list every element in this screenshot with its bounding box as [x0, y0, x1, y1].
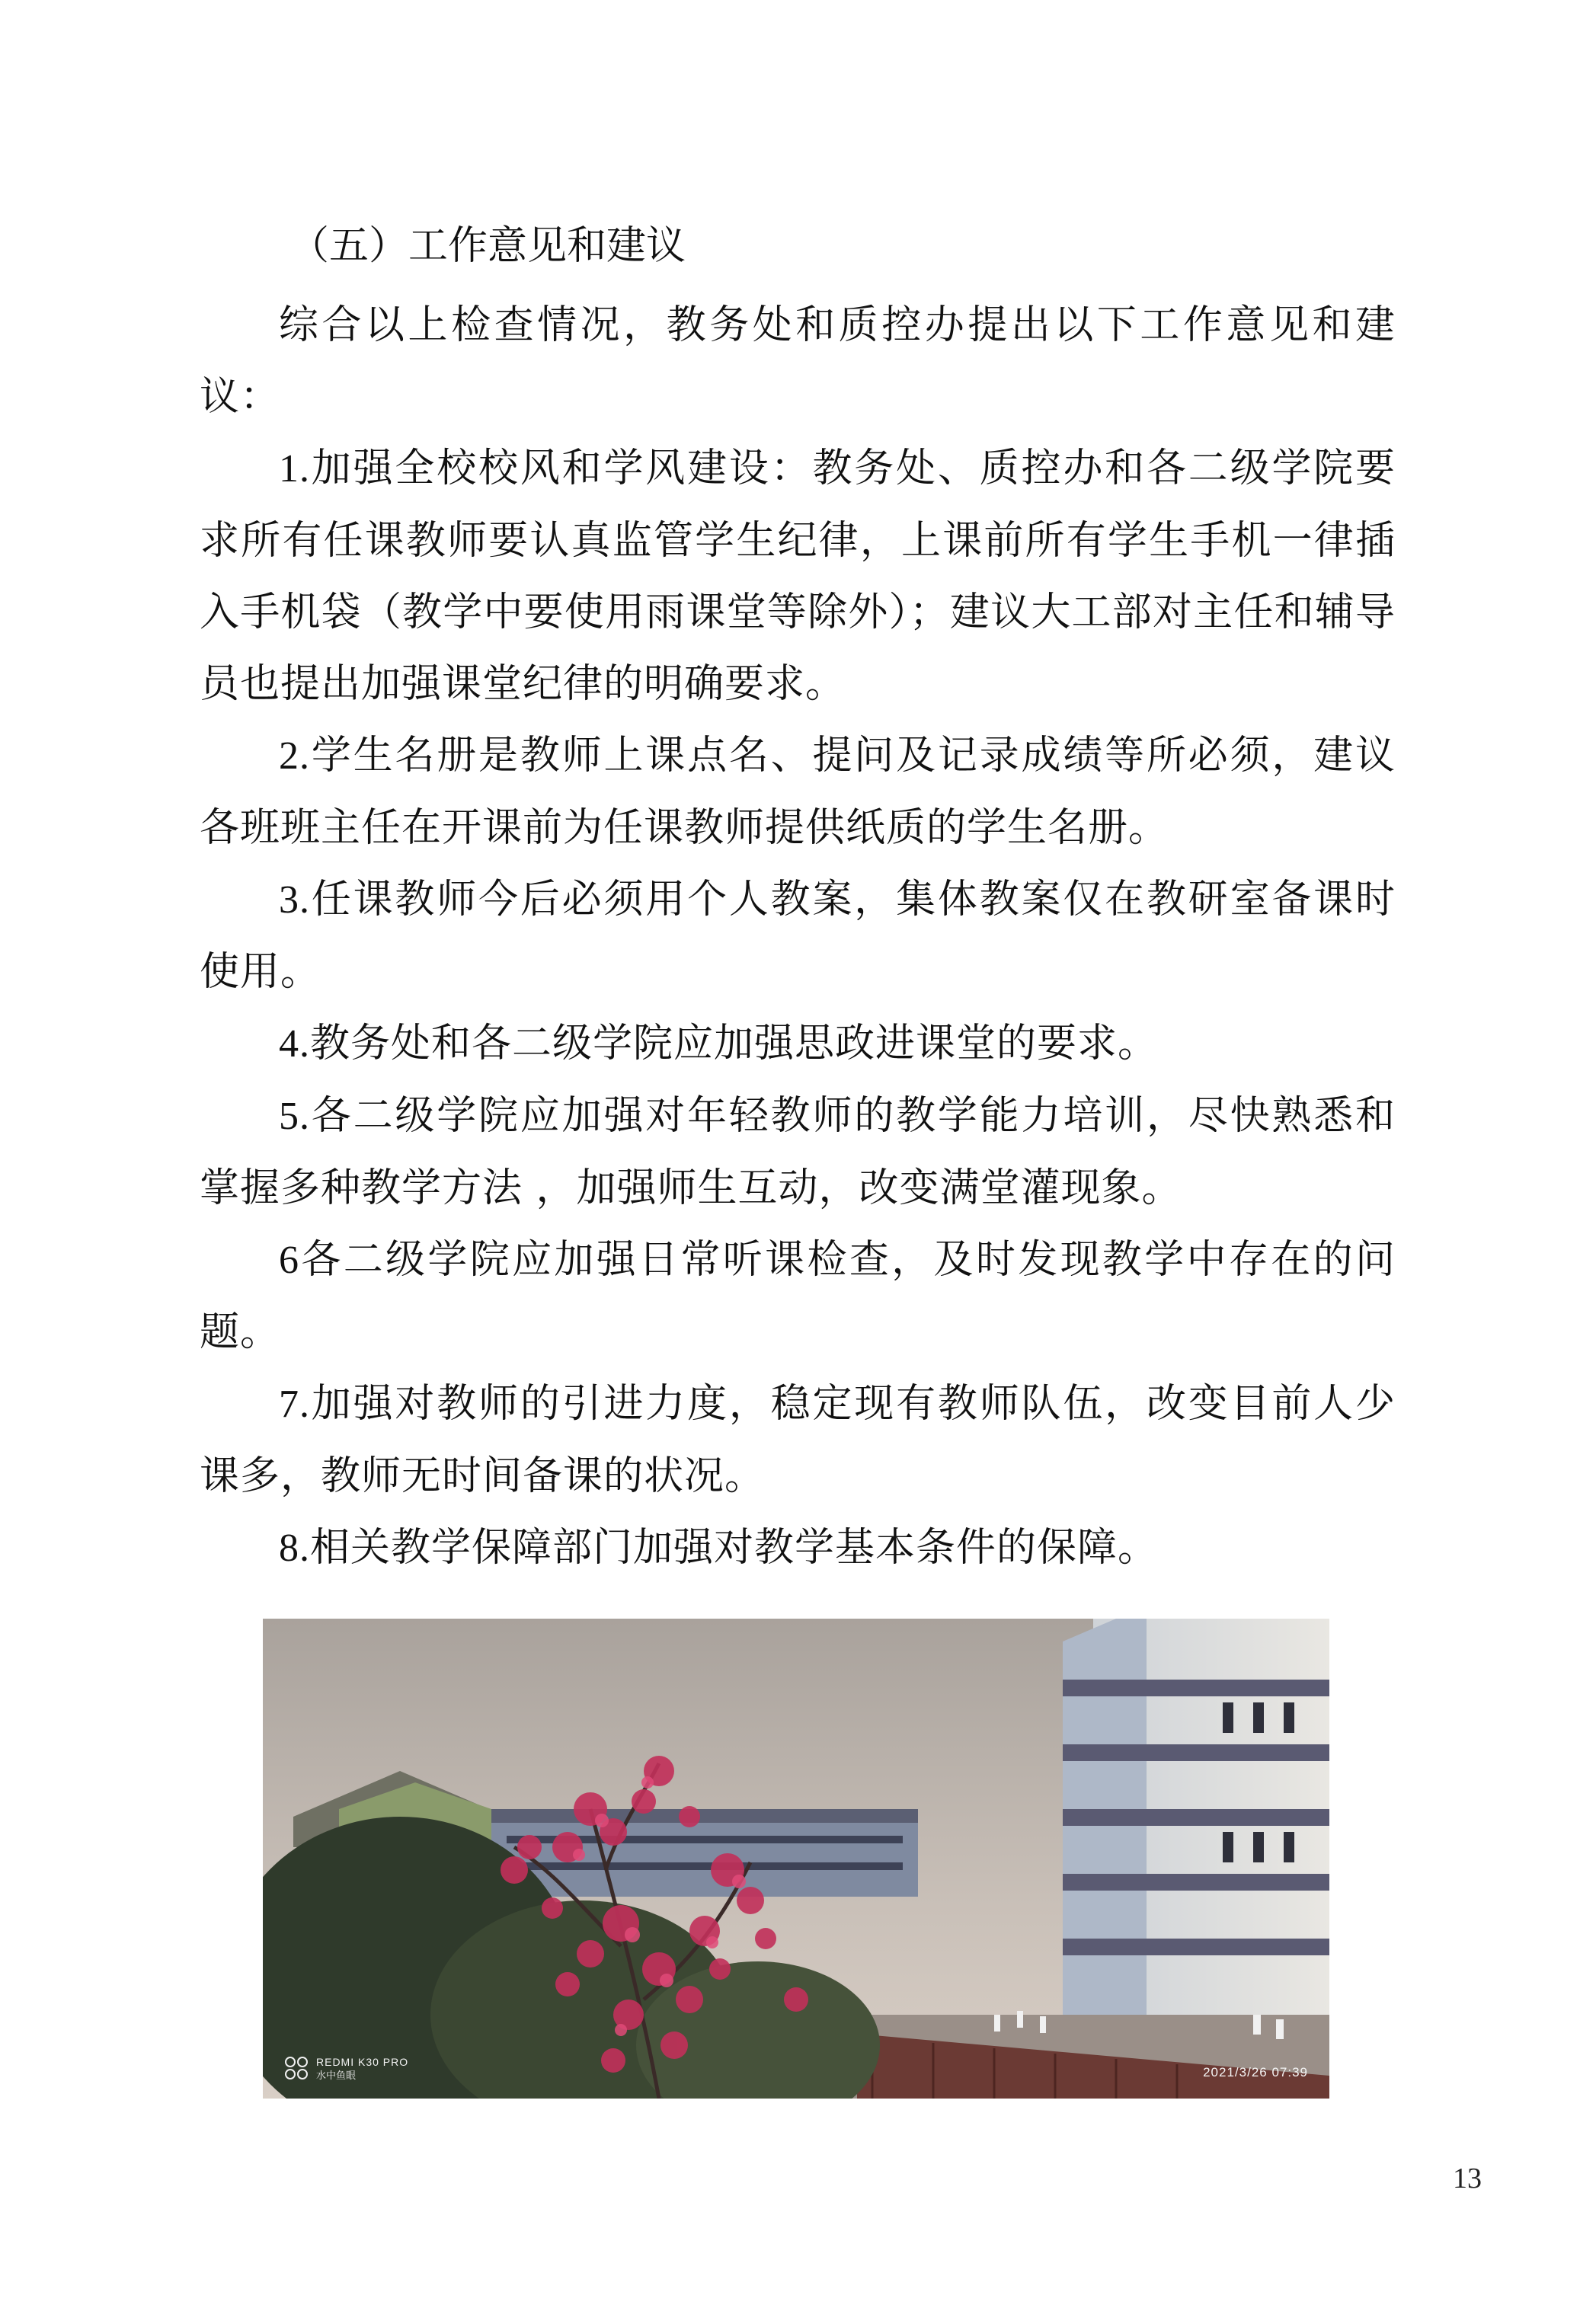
camera-watermark-sub: 水中鱼眼	[316, 2070, 357, 2082]
campus-photo-drawing	[263, 1619, 1329, 2099]
paragraph-text: 综合以上检查情况，教务处和质控办提出以下工作意见和建议：	[200, 302, 1396, 420]
item-number: 3.	[279, 878, 310, 922]
paragraph-item-5	[200, 1080, 1396, 1224]
item-number: 4.	[279, 1022, 310, 1066]
paragraph-text: 各二级学院应加强对年轻教师的教学能力培训，尽快熟悉和掌握多种教学方法 ，加强师生互动，改变满堂灌现象。	[200, 1093, 1396, 1211]
paragraph-text: 学生名册是教师上课点名、提问及记录成绩等所必须，建议各班班主任在开课前为任课教师提供纸质的学生名册。	[200, 733, 1396, 851]
paragraph-text: 加强对教师的引进力度，稳定现有教师队伍，改变目前人少课多，教师无时间备课的状况。	[200, 1381, 1396, 1499]
item-number: 2.	[279, 734, 310, 778]
camera-watermark-icon	[283, 2054, 310, 2082]
paragraph-text: 各二级学院应加强日常听课检查，及时发现教学中存在的问题。	[200, 1237, 1396, 1355]
section-heading: （五）工作意见和建议	[289, 223, 686, 269]
paragraph-intro	[200, 289, 1396, 433]
paragraph-text: 加强全校校风和学风建设：教务处、质控办和各二级学院要求所有任课教师要认真监管学生纪律，上课前所有学生手机一律插入手机袋（教学中要使用雨课堂等除外）；建议大工部对主任和辅导员也提出加强课堂纪律的明确要求。	[200, 446, 1396, 707]
paragraph-item-1	[200, 433, 1396, 720]
page-number: 13	[1453, 2163, 1482, 2195]
item-number: 8.	[279, 1526, 310, 1570]
paragraph-item-8	[200, 1512, 1396, 1584]
item-number: 6	[279, 1239, 299, 1282]
paragraph-item-2	[200, 720, 1396, 864]
body-text	[200, 289, 1396, 1584]
paragraph-text: 相关教学保障部门加强对教学基本条件的保障。	[310, 1525, 1159, 1571]
photo-timestamp: 2021/3/26 07:39	[1203, 2065, 1308, 2079]
paragraph-item-7	[200, 1368, 1396, 1512]
item-number: 1.	[279, 447, 310, 491]
paragraph-item-3	[200, 864, 1396, 1008]
paragraph-text: 教务处和各二级学院应加强思政进课堂的要求。	[310, 1021, 1159, 1066]
campus-photo	[263, 1619, 1329, 2099]
item-number: 5.	[279, 1095, 310, 1138]
camera-watermark-brand: REDMI K30 PRO	[316, 2056, 409, 2068]
item-number: 7.	[279, 1383, 310, 1426]
paragraph-item-4	[200, 1008, 1396, 1080]
paragraph-item-6	[200, 1224, 1396, 1368]
paragraph-text: 任课教师今后必须用个人教案，集体教案仅在教研室备课时使用。	[200, 877, 1396, 995]
